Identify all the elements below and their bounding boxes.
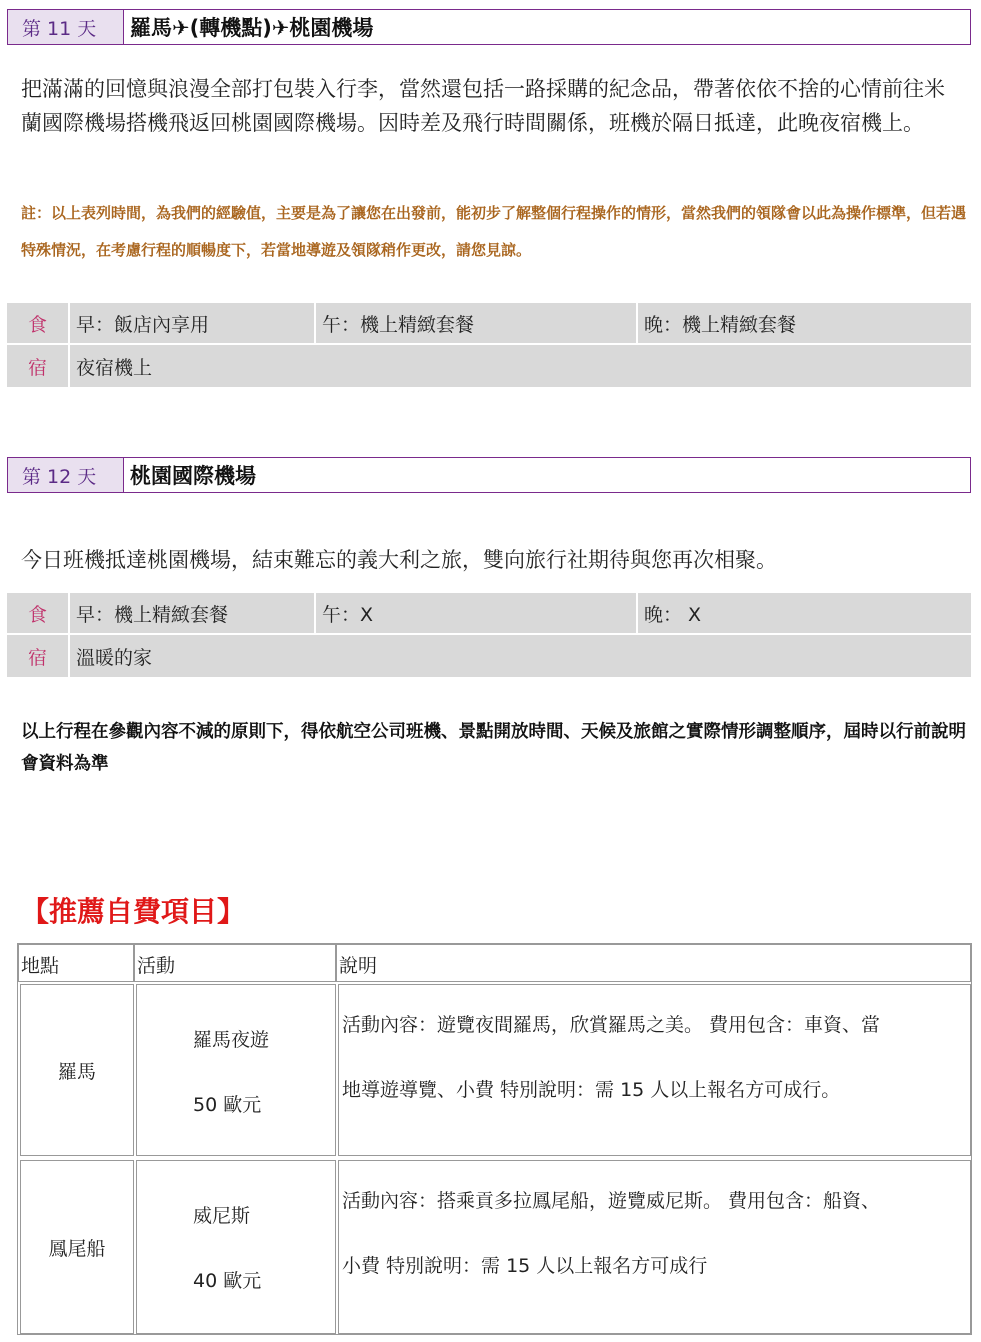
day-11-number: 第 11 天 [8,10,124,44]
stay-label: 宿 [7,635,70,677]
activity-price: 50 歐元 [193,1094,262,1116]
breakfast: 早：飯店內享用 [70,303,314,345]
day-11-description: 把滿滿的回憶與浪漫全部打包裝入行李，當然還包括一路採購的紀念品，帶著依依不捨的心情前往米蘭國際機場搭機飛返回桃園國際機場。因時差及飛行時間關係，班機於隔日抵達，此晚夜宿機上。 [21,77,945,135]
food-label: 食 [7,593,70,635]
breakfast: 早：機上精緻套餐 [70,593,314,635]
table-row-activity [136,984,336,1156]
day-12-header [7,457,971,493]
description-line-1: 活動內容：遊覽夜間羅馬，欣賞羅馬之美。 費用包含：車資、當 [342,1014,881,1036]
day-12-description: 今日班機抵達桃園機場，結束難忘的義大利之旅，雙向旅行社期待與您再次相聚。 [21,548,777,572]
header-place: 地點 [18,944,134,982]
activity-name: 羅馬夜遊 [193,1029,270,1051]
table-row-description [338,1160,971,1334]
stay: 溫暖的家 [70,635,971,677]
table-row-description [338,984,971,1156]
day-12-number: 第 12 天 [8,458,124,492]
table-row-place: 鳳尾船 [20,1160,134,1334]
lunch: 午：機上精緻套餐 [314,303,636,345]
recommend-table-header [18,944,971,982]
table-row-activity [136,1160,336,1334]
day-11-note: 註：以上表列時間，為我們的經驗值，主要是為了讓您在出發前，能初步了解整個行程操作的情形，當然我們的領隊會以此為操作標準，但若遇特殊情況，在考慮行程的順暢度下，若當地導遊及領隊稍作更改，請您見諒。 [21,204,967,259]
description-line-2: 地導遊導覽、小費 特別說明：需 15 人以上報名方可成行。 [342,1079,841,1101]
description-line-1: 活動內容：搭乘貢多拉鳳尾船，遊覽威尼斯。 費用包含：船資、 [342,1190,881,1212]
day-11-meal-table [7,303,971,387]
day-12-meal-table [7,593,971,677]
dinner: 晚： X [636,593,971,635]
header-description: 說明 [336,944,971,982]
table-row-place: 羅馬 [20,984,134,1156]
header-activity: 活動 [134,944,336,982]
day-12-title: 桃園國際機場 [130,464,256,488]
lunch: 午：X [314,593,636,635]
recommend-title: 【推薦自費項目】 [21,895,246,928]
day-11-header [7,9,971,45]
activity-name: 威尼斯 [193,1205,251,1227]
dinner: 晚：機上精緻套餐 [636,303,971,345]
itinerary-disclaimer: 以上行程在參觀內容不減的原則下，得依航空公司班機、景點開放時間、天候及旅館之實際情形調整順序，屆時以行前說明會資料為準 [21,722,966,774]
day-11-title: 羅馬✈(轉機點)✈桃園機場 [130,16,374,40]
recommend-table [17,943,972,1335]
activity-price: 40 歐元 [193,1270,262,1292]
stay: 夜宿機上 [70,345,971,387]
description-line-2: 小費 特別說明：需 15 人以上報名方可成行 [342,1255,708,1277]
stay-label: 宿 [7,345,70,387]
food-label: 食 [7,303,70,345]
